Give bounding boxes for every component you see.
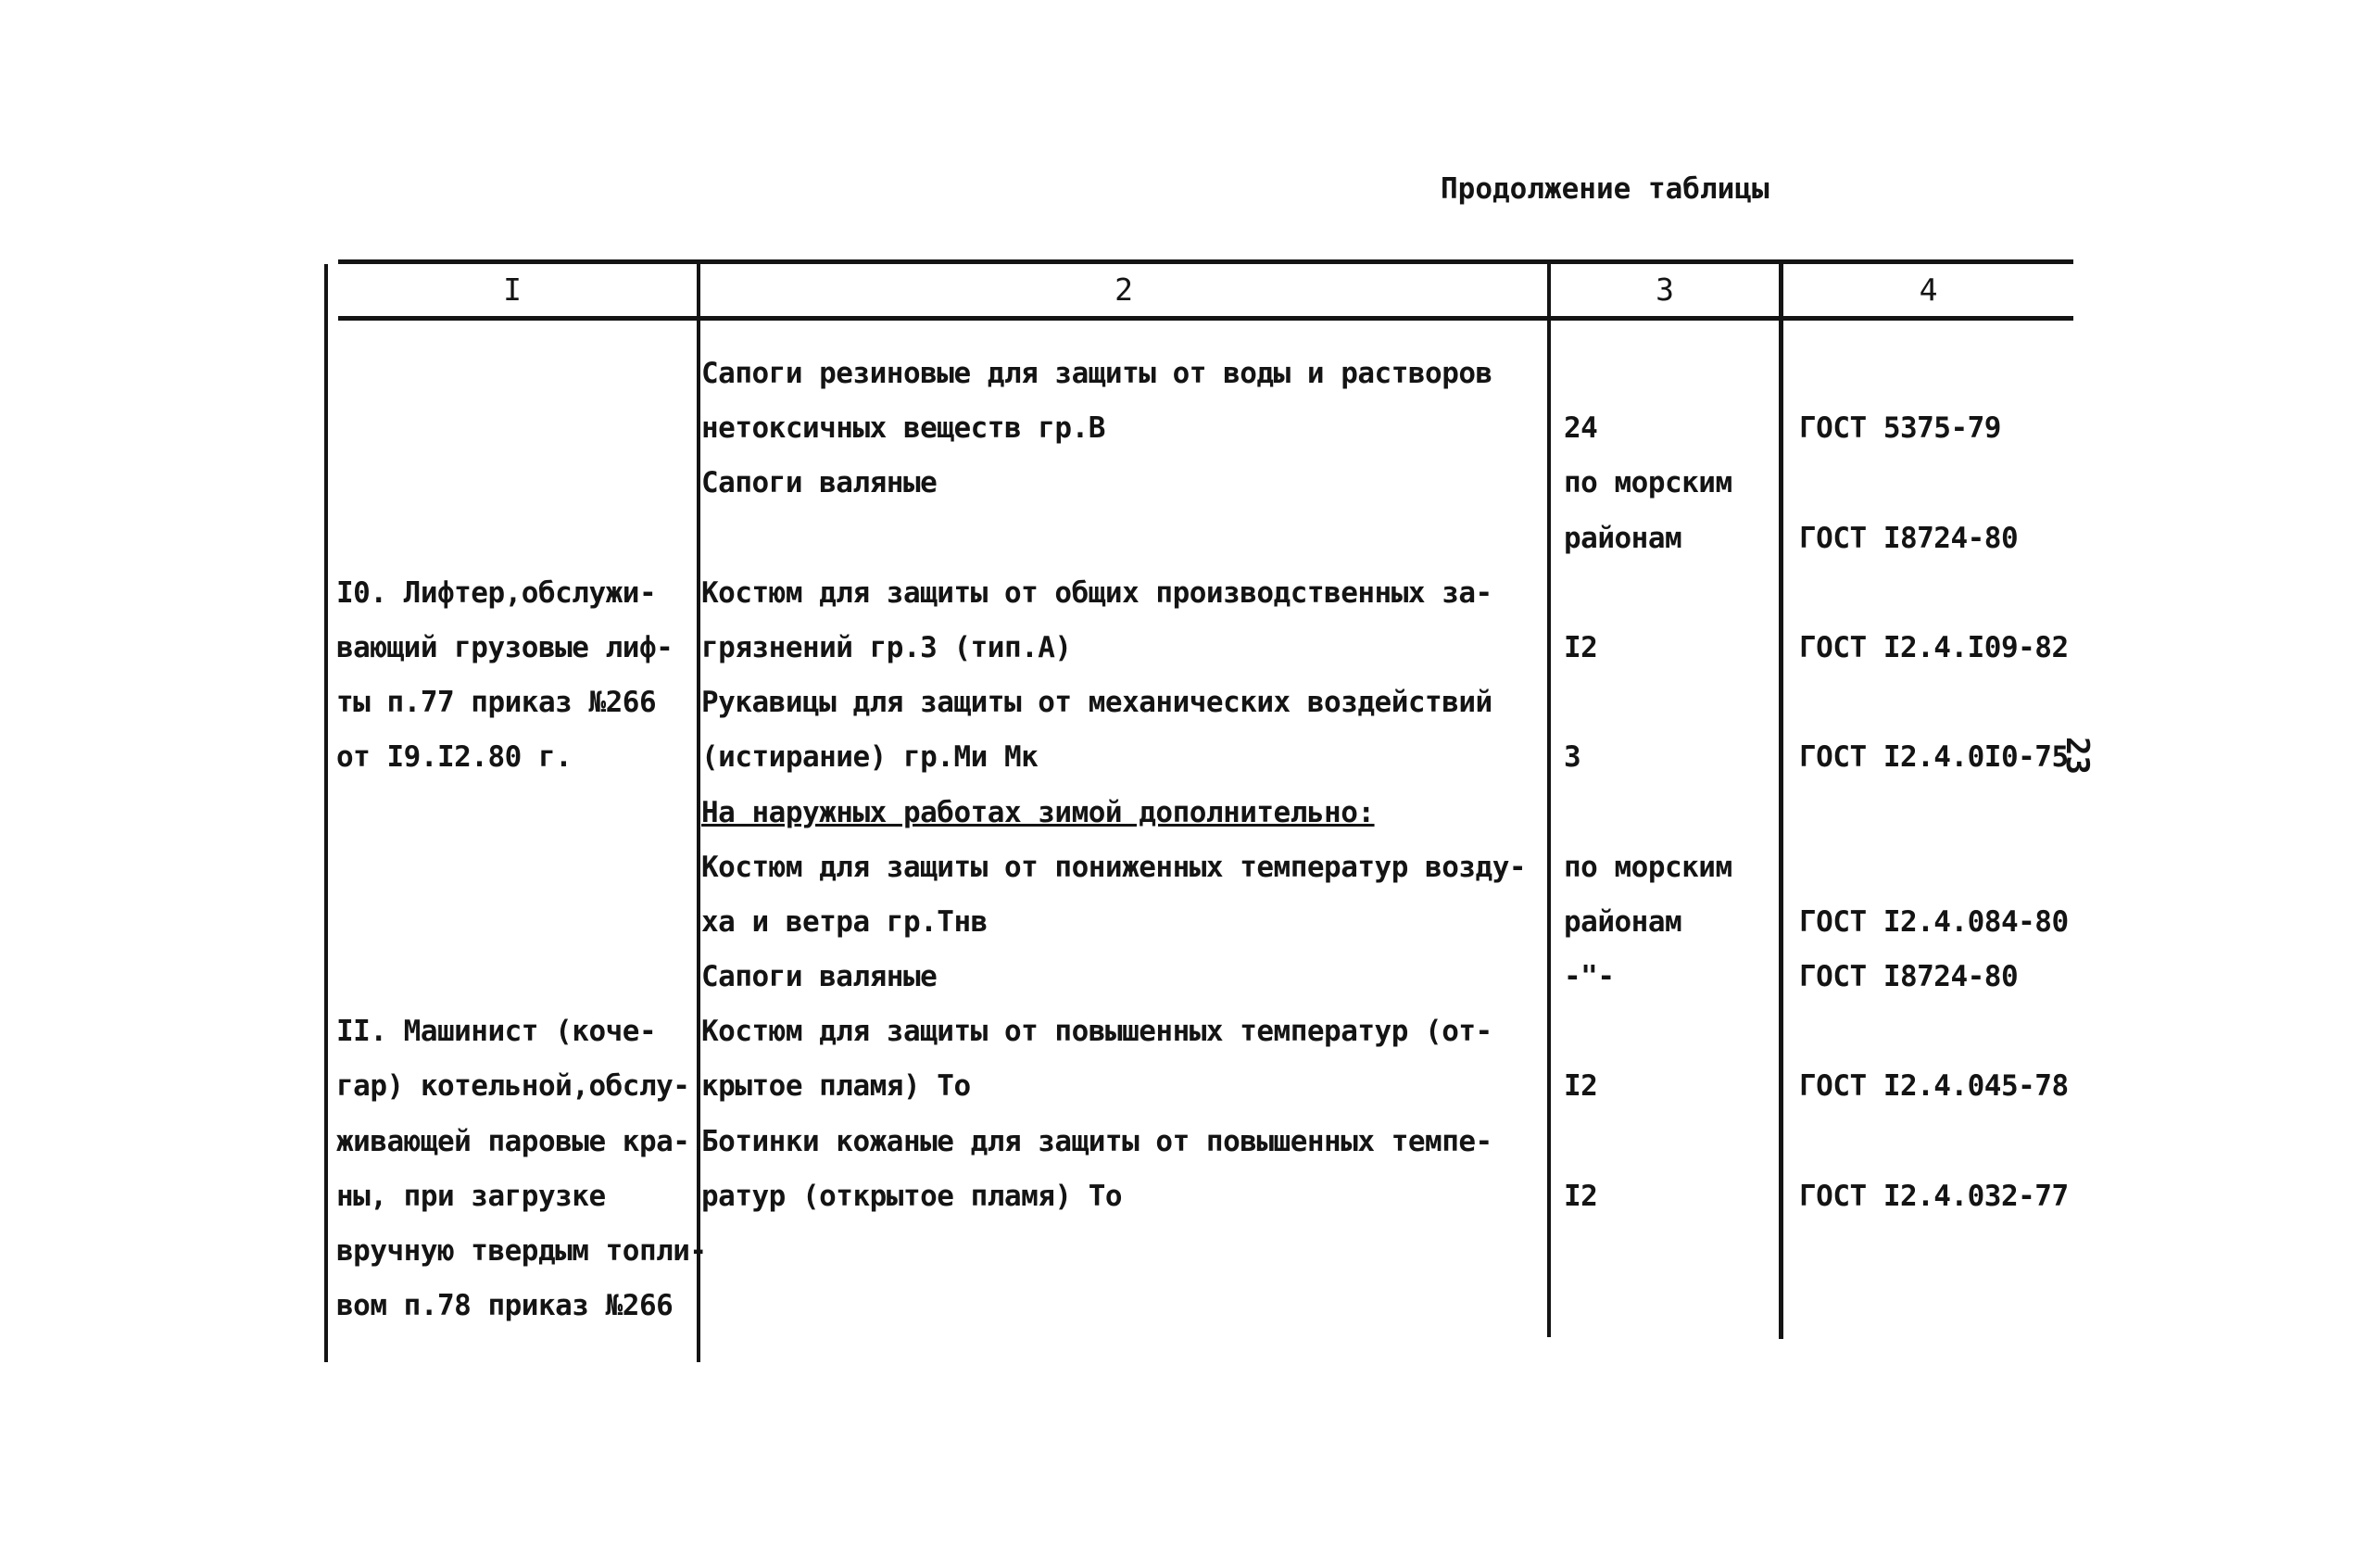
column-divider-3: [1779, 259, 1783, 1339]
table-cell-line: Костюм для защиты от пониженных температур возду-: [701, 850, 1527, 884]
table-cell-line: Рукавицы для защиты от механических воздействий: [701, 686, 1492, 720]
table-top-rule: [338, 259, 2073, 264]
table-cell-line: [1799, 676, 2069, 730]
table-cell-line: живающей паровые кра-: [336, 1124, 690, 1158]
table-cell-line: [1799, 1115, 2069, 1169]
table-cell-line: I2: [1564, 630, 1598, 664]
table-cell-line: вом п.78 приказ №266: [336, 1289, 674, 1323]
column-divider-2: [1547, 264, 1551, 1337]
table-cell-line: Костюм для защиты от общих производственных за-: [701, 575, 1492, 610]
table-cell-line: грязнений гр.З (тип.А): [701, 630, 1072, 664]
table-cell-line: [336, 512, 707, 566]
table-cell-line: [1799, 786, 2069, 840]
column-4-standard: [1799, 347, 2069, 1333]
table-cell-line: [701, 1279, 1526, 1333]
table-cell-line: [701, 512, 1526, 566]
table-cell-line: -"-: [1564, 960, 1615, 994]
table-cell-line: [1564, 1004, 1732, 1059]
page-number: 23: [2059, 737, 2096, 775]
table-cell-line: по морским: [1564, 850, 1732, 884]
table-cell-line: [1799, 1004, 2069, 1059]
table-cell-line: [1799, 840, 2069, 895]
table-cell-line: ха и ветра гр.Тнв: [701, 904, 988, 939]
table-cell-line: [1564, 786, 1732, 840]
column-3-wear-period: [1564, 347, 1732, 1333]
table-cell-line: гар) котельной,обслу-: [336, 1069, 690, 1104]
table-cell-line: II. Машинист (коче-: [336, 1015, 657, 1049]
table-cell-line: [1799, 1279, 2069, 1333]
table-continuation-caption: Продолжение таблицы: [1441, 172, 1769, 206]
table-cell-line: [1564, 1115, 1732, 1169]
table-cell-line: ратур (открытое пламя) То: [701, 1179, 1123, 1213]
table-cell-line: I2: [1564, 1179, 1598, 1213]
table-cell-line: [1564, 676, 1732, 730]
table-cell-line: Сапоги валяные: [701, 960, 938, 994]
header-col-1: I: [503, 272, 522, 308]
table-cell-line: [336, 401, 707, 456]
table-cell-line: ГОСТ I8724-80: [1799, 521, 2019, 555]
table-cell-line: [1799, 566, 2069, 621]
table-cell-line: ГОСТ I2.4.045-78: [1799, 1069, 2069, 1104]
table-cell-line: по морским: [1564, 466, 1732, 500]
table-cell-line: На наружных работах зимой дополнительно:: [701, 795, 1375, 829]
table-cell-line: [1564, 566, 1732, 621]
table-cell-line: Костюм для защиты от повышенных температур (от-: [701, 1015, 1492, 1049]
table-cell-line: вающий грузовые лиф-: [336, 630, 674, 664]
table-cell-line: [336, 456, 707, 511]
table-cell-line: I2: [1564, 1069, 1598, 1104]
table-cell-line: [1564, 1279, 1732, 1333]
table-cell-line: (истирание) гр.Ми Мк: [701, 740, 1039, 775]
table-cell-line: крытое пламя) То: [701, 1069, 971, 1104]
table-cell-line: районам: [1564, 904, 1682, 939]
table-cell-line: [336, 347, 707, 401]
table-cell-line: Ботинки кожаные для защиты от повышенных темпе-: [701, 1124, 1492, 1158]
table-cell-line: ГОСТ 5375-79: [1799, 411, 2001, 446]
table-cell-line: [1564, 1224, 1732, 1279]
table-cell-line: районам: [1564, 521, 1682, 555]
table-cell-line: [1799, 1224, 2069, 1279]
table-cell-line: [336, 840, 707, 895]
table-cell-line: 24: [1564, 411, 1598, 446]
table-cell-line: [1799, 347, 2069, 401]
table-cell-line: от I9.I2.80 г.: [336, 740, 573, 775]
table-cell-line: Сапоги валяные: [701, 466, 938, 500]
table-header-rule: [338, 316, 2073, 321]
header-col-3: 3: [1656, 272, 1674, 308]
table-cell-line: ны, при загрузке: [336, 1179, 606, 1213]
table-cell-line: [336, 786, 707, 840]
table-cell-line: Сапоги резиновые для защиты от воды и растворов: [701, 357, 1492, 390]
table-cell-line: [1564, 347, 1732, 401]
table-left-border: [324, 264, 328, 1362]
table-cell-line: ГОСТ I2.4.0I0-75: [1799, 740, 2069, 775]
table-cell-line: [701, 1224, 1526, 1279]
table-cell-line: ГОСТ I2.4.032-77: [1799, 1179, 2069, 1213]
table-cell-line: [336, 950, 707, 1004]
table-cell-line: ГОСТ I2.4.084-80: [1799, 904, 2069, 939]
table-cell-line: ты п.77 приказ №266: [336, 686, 657, 720]
table-cell-line: ГОСТ I2.4.I09-82: [1799, 630, 2069, 664]
column-1-profession: [336, 347, 707, 1333]
table-cell-line: [336, 895, 707, 950]
table-cell-line: вручную твердым топли-: [336, 1234, 707, 1268]
table-cell-line: нетоксичных веществ гр.В: [701, 411, 1105, 446]
table-cell-line: 3: [1564, 740, 1581, 775]
table-cell-line: [1799, 456, 2069, 511]
table-cell-line: ГОСТ I8724-80: [1799, 960, 2019, 994]
column-2-protective-gear: [701, 347, 1526, 1333]
header-col-2: 2: [1114, 272, 1133, 308]
header-col-4: 4: [1919, 272, 1938, 308]
table-cell-line: I0. Лифтер,обслужи-: [336, 575, 657, 610]
